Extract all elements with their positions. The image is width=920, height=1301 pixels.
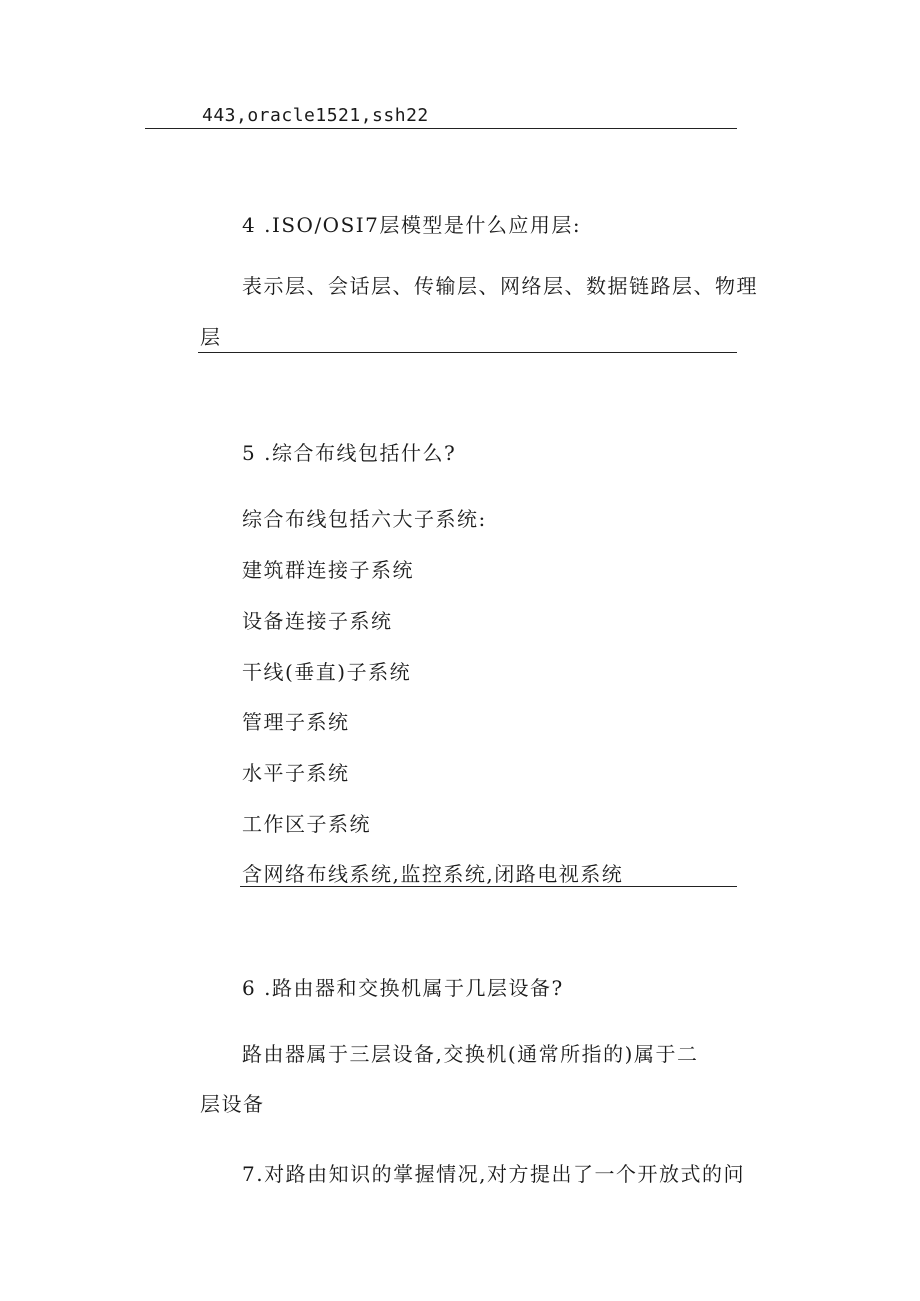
underline-rule [240, 886, 737, 887]
answer-5-item: 水平子系统 [242, 761, 350, 785]
answer-5-item: 管理子系统 [242, 710, 350, 734]
answer-5-item: 干线(垂直)子系统 [242, 660, 412, 684]
answer-4-line-1: 表示层、会话层、传输层、网络层、数据链路层、物理 [242, 274, 758, 298]
answer-5-item: 含网络布线系统,监控系统,闭路电视系统 [242, 862, 624, 886]
question-4: 4 .ISO/OSI7层模型是什么应用层: [242, 213, 582, 237]
answer-6-line-1: 路由器属于三层设备,交换机(通常所指的)属于二 [242, 1042, 699, 1066]
question-6: 6 .路由器和交换机属于几层设备? [242, 976, 564, 1000]
underline-rule [145, 128, 737, 129]
answer-5-intro: 综合布线包括六大子系统: [242, 507, 487, 531]
answer-6-line-2: 层设备 [200, 1092, 265, 1116]
answer-5-item: 建筑群连接子系统 [242, 558, 414, 582]
answer-5-item: 工作区子系统 [242, 812, 371, 836]
question-5: 5 .综合布线包括什么? [242, 441, 457, 465]
underline-rule [198, 352, 737, 353]
answer-5-item: 设备连接子系统 [242, 609, 393, 633]
answer-4-line-2: 层 [200, 325, 222, 349]
question-7: 7.对路由知识的掌握情况,对方提出了一个开放式的问 [242, 1162, 745, 1186]
ports-line: 443,oracle1521,ssh22 [202, 105, 429, 126]
